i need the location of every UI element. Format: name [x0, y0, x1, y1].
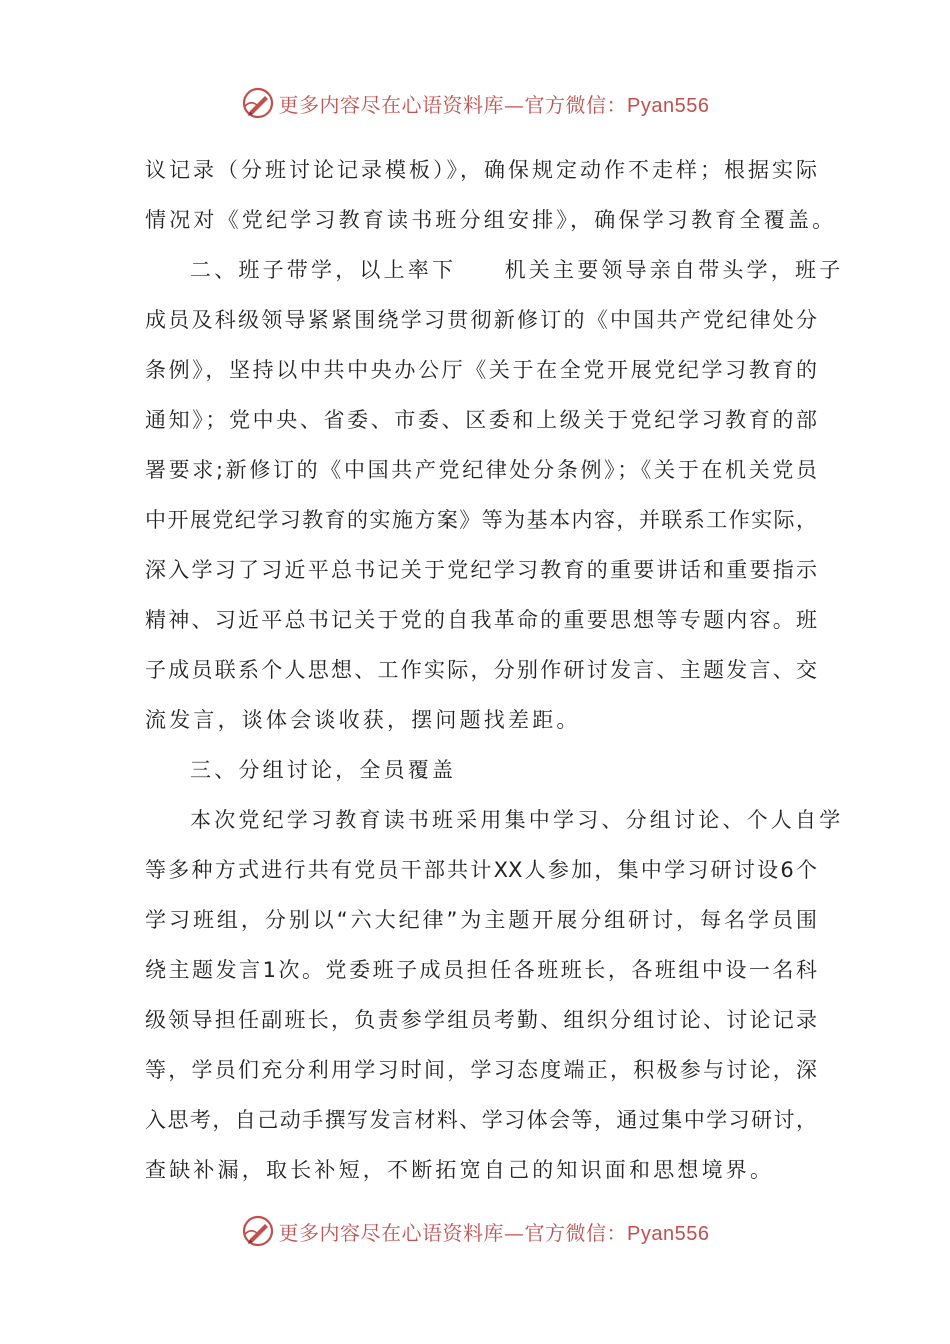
text-line: 入思考，自己动手撰写发言材料、学习体会等，通过集中学习研讨，	[145, 1108, 817, 1132]
pen-circle-logo-icon	[241, 1214, 275, 1248]
footer-watermark	[0, 1211, 950, 1251]
text-line: 情况对《党纪学习教育读书班分组安排》，确保学习教育全覆盖。	[145, 208, 837, 232]
watermark-wechat-id: Pyan556	[627, 94, 710, 117]
text-line: 本次党纪学习教育读书班采用集中学习、分组讨论、个人自学	[190, 808, 844, 832]
text-line: 子成员联系个人思想、工作实际，分别作研讨发言、主题发言、交	[145, 658, 817, 682]
section-heading: 三、分组讨论，全员覆盖	[190, 758, 457, 782]
text-line: 精神、习近平总书记关于党的自我革命的重要思想等专题内容。班	[145, 608, 817, 632]
watermark-wechat-id: Pyan556	[627, 1222, 710, 1245]
text-line: 查缺补漏，取长补短，不断拓宽自己的知识面和思想境界。	[145, 1158, 775, 1182]
text-line: 流发言，谈体会谈收获，摆问题找差距。	[145, 708, 581, 732]
text-line: 通知》；党中央、省委、市委、区委和上级关于党纪学习教育的部	[145, 408, 817, 432]
document-body	[145, 145, 844, 1195]
text-line: 条例》，坚持以中共中央办公厅《关于在全党开展党纪学习教育的	[145, 358, 817, 382]
watermark-text: 更多内容尽在心语资料库—官方微信：	[278, 92, 628, 117]
header-watermark	[0, 83, 950, 123]
text-line: 等多种方式进行共有党员干部共计XX人参加，集中学习研讨设6个	[145, 858, 817, 882]
text-line: 中开展党纪学习教育的实施方案》等为基本内容，并联系工作实际，	[145, 508, 817, 532]
text-line: 议记录（分班讨论记录模板）》，确保规定动作不走样；根据实际	[145, 158, 817, 182]
text-line: 学习班组，分别以“六大纪律”为主题开展分组研讨，每名学员围	[145, 908, 817, 932]
text-line: 署要求;新修订的《中国共产党纪律处分条例》；《关于在机关党员	[145, 458, 817, 482]
pen-circle-logo-icon	[241, 86, 275, 120]
text-line: 深入学习了习近平总书记关于党纪学习教育的重要讲话和重要指示	[145, 558, 817, 582]
text-line: 成员及科级领导紧紧围绕学习贯彻新修订的《中国共产党纪律处分	[145, 308, 817, 332]
watermark-text: 更多内容尽在心语资料库—官方微信：	[278, 1220, 628, 1245]
text-line: 级领导担任副班长，负责参学组员考勤、组织分组讨论、讨论记录	[145, 1008, 817, 1032]
text-line: 等，学员们充分利用学习时间，学习态度端正，积极参与讨论，深	[145, 1058, 817, 1082]
text-line: 绕主题发言1次。党委班子成员担任各班班长，各班组中设一名科	[145, 958, 817, 982]
text-line: 二、班子带学，以上率下 机关主要领导亲自带头学，班子	[190, 258, 844, 282]
